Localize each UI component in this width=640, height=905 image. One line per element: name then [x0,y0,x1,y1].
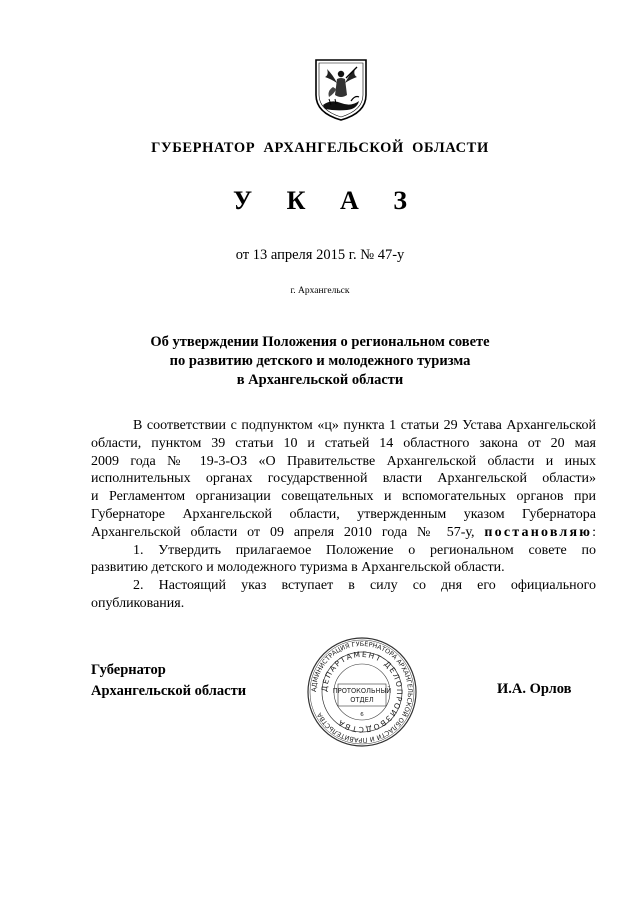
coat-of-arms-icon [313,57,369,123]
title-line: по развитию детского и молодежного туризма [169,353,471,369]
item-2-line: 2. Настоящий указ вступает в силу со дня его официального [133,578,596,594]
stamp-outer-text: АДМИНИСТРАЦИЯ ГУБЕРНАТОРА АРХАНГЕЛЬСКОЙ ОБЛАСТИ И ПРАВИТЕЛЬСТВА [309,639,415,745]
item-1-line: 1. Утвердить прилагаемое Положение о региональном совете по [133,542,596,558]
document-date-number: от 13 апреля 2015 г. № 47-у [235,247,405,263]
body-line: и Регламентом организации совещательных и вспомогательных органов при [91,489,596,505]
decree-word: постановляю [484,524,593,540]
body-line: В соответствии с подпунктом «ц» пункта 1 статьи 29 Устава Архангельской [133,418,596,433]
signatory-position [91,660,246,702]
body-line-decree [91,524,596,542]
body-line: Губернаторе Архангельской области, утвержденным указом Губернатора [91,506,596,522]
issuer-heading: ГУБЕРНАТОР АРХАНГЕЛЬСКОЙ ОБЛАСТИ [151,140,489,156]
body-line: области, пунктом 39 статьи 10 и статьей 14 областного закона от 20 мая [91,435,596,451]
body-line: 2009 года № 19-3-ОЗ «О Правительстве Архангельской области и иных [91,453,596,469]
signatory-position-line: Архангельской области [91,683,247,699]
decree-colon: : [592,524,597,540]
official-stamp [306,636,418,748]
item-1-line: развитию детского и молодежного туризма в Архангельской области. [91,560,505,576]
signatory-position-line: Губернатор [91,662,166,678]
stamp-center-line-1: ПРОТОКОЛЬНЫЙ [332,687,392,695]
document-type: У К А З [233,186,421,215]
body-line: исполнительных органах государственной власти Архангельской области» [91,471,596,487]
stamp-inner-text: ДЕПАРТАМЕНТ ДЕЛОПРОИЗВОДСТВА [319,649,405,735]
title-line: Об утверждении Положения о региональном совете [150,334,490,350]
document-body [91,417,596,613]
body-line: Архангельской области от 09 апреля 2010 года № 57-у, [91,524,475,540]
item-2-line: опубликования. [91,595,185,611]
stamp-number: 6 [360,712,364,718]
title-line: в Архангельской области [236,372,404,388]
document-city: г. Архангельск [290,286,350,296]
document-title [100,333,540,390]
stamp-center-line-2: ОТДЕЛ [350,696,374,704]
signatory-name: И.А. Орлов [497,681,572,697]
